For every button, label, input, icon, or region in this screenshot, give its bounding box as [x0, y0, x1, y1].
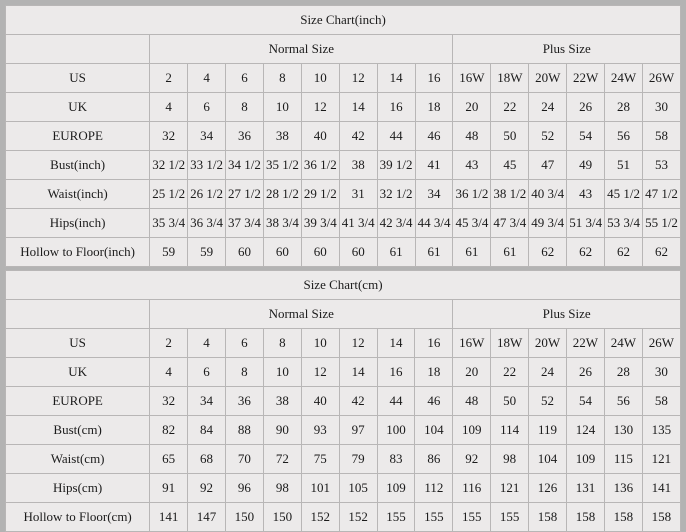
cell: 16 — [415, 64, 453, 93]
cell: 60 — [339, 238, 377, 267]
table-title-row — [6, 6, 681, 35]
cell: 40 — [301, 122, 339, 151]
cell: 101 — [301, 474, 339, 503]
cell: 46 — [415, 387, 453, 416]
cell: 51 3/4 — [567, 209, 605, 238]
cell: 14 — [377, 64, 415, 93]
cell: 105 — [339, 474, 377, 503]
cell: 18 — [415, 358, 453, 387]
cell: 152 — [301, 503, 339, 532]
group-plus-size: Plus Size — [453, 35, 681, 64]
cell: 109 — [377, 474, 415, 503]
cell: 116 — [453, 474, 491, 503]
cell: 47 3/4 — [491, 209, 529, 238]
cell: 38 — [339, 151, 377, 180]
cell: 48 — [453, 122, 491, 151]
cell: 24W — [604, 329, 642, 358]
cell: 32 — [150, 387, 188, 416]
cell: 91 — [150, 474, 188, 503]
cell: 55 1/2 — [643, 209, 681, 238]
cell: 61 — [491, 238, 529, 267]
cell: 39 1/2 — [377, 151, 415, 180]
cell: 14 — [339, 93, 377, 122]
cell: 25 1/2 — [150, 180, 188, 209]
row-label: US — [6, 64, 150, 93]
cell: 60 — [226, 238, 264, 267]
cell: 32 1/2 — [377, 180, 415, 209]
cell: 109 — [453, 416, 491, 445]
cell: 115 — [604, 445, 642, 474]
cell: 56 — [605, 122, 643, 151]
cell: 104 — [415, 416, 453, 445]
cell: 53 3/4 — [605, 209, 643, 238]
cell: 158 — [604, 503, 642, 532]
group-plus-size: Plus Size — [453, 300, 681, 329]
cell: 12 — [301, 358, 339, 387]
cell: 38 3/4 — [263, 209, 301, 238]
cell: 53 — [643, 151, 681, 180]
cell: 136 — [604, 474, 642, 503]
table-group-row — [6, 300, 681, 329]
cell: 131 — [567, 474, 605, 503]
cell: 6 — [225, 329, 263, 358]
cell: 42 — [339, 122, 377, 151]
row-label: Hollow to Floor(cm) — [6, 503, 150, 532]
row-label: Hips(inch) — [6, 209, 150, 238]
cell: 54 — [567, 387, 605, 416]
cell: 141 — [150, 503, 188, 532]
cell: 18 — [415, 93, 453, 122]
table-row — [6, 238, 681, 267]
group-normal-size: Normal Size — [150, 35, 453, 64]
cell: 38 1/2 — [491, 180, 529, 209]
table-row — [6, 329, 681, 358]
row-label: Hollow to Floor(inch) — [6, 238, 150, 267]
cell: 8 — [263, 329, 301, 358]
cell: 155 — [491, 503, 529, 532]
cell: 24 — [529, 93, 567, 122]
cell: 61 — [377, 238, 415, 267]
cell: 97 — [339, 416, 377, 445]
row-label: US — [6, 329, 150, 358]
cell: 45 3/4 — [453, 209, 491, 238]
cell: 20W — [529, 329, 567, 358]
table-title-row — [6, 271, 681, 300]
cell: 43 — [567, 180, 605, 209]
cell: 41 3/4 — [339, 209, 377, 238]
cell: 44 — [377, 387, 415, 416]
cell: 36 1/2 — [453, 180, 491, 209]
cell: 83 — [377, 445, 415, 474]
cell: 12 — [339, 329, 377, 358]
cell: 45 — [491, 151, 529, 180]
cell: 4 — [188, 64, 226, 93]
cell: 36 — [226, 122, 264, 151]
cell: 90 — [263, 416, 301, 445]
table-row — [6, 358, 681, 387]
cell: 26 — [567, 358, 605, 387]
cell: 6 — [188, 93, 226, 122]
cell: 52 — [529, 122, 567, 151]
cell: 60 — [301, 238, 339, 267]
cell: 58 — [642, 387, 680, 416]
row-label: Waist(inch) — [6, 180, 150, 209]
cell: 27 1/2 — [226, 180, 264, 209]
row-label: EUROPE — [6, 387, 150, 416]
group-empty — [6, 300, 150, 329]
cell: 92 — [453, 445, 491, 474]
cell: 4 — [188, 329, 226, 358]
cell: 38 — [263, 387, 301, 416]
cell: 152 — [339, 503, 377, 532]
cell: 18W — [491, 64, 529, 93]
cell: 42 3/4 — [377, 209, 415, 238]
cell: 26W — [643, 64, 681, 93]
table-row — [6, 416, 681, 445]
cell: 38 — [263, 122, 301, 151]
cell: 2 — [150, 64, 188, 93]
cell: 22W — [567, 329, 605, 358]
cell: 65 — [150, 445, 188, 474]
cell: 61 — [415, 238, 453, 267]
cell: 135 — [642, 416, 680, 445]
cell: 20 — [453, 358, 491, 387]
cell: 124 — [567, 416, 605, 445]
group-empty — [6, 35, 150, 64]
cell: 34 — [188, 122, 226, 151]
cell: 20W — [529, 64, 567, 93]
table-row — [6, 474, 681, 503]
table-row — [6, 122, 681, 151]
cell: 36 — [225, 387, 263, 416]
cell: 34 — [415, 180, 453, 209]
cell: 70 — [225, 445, 263, 474]
cell: 16W — [453, 329, 491, 358]
cell: 104 — [529, 445, 567, 474]
cell: 59 — [150, 238, 188, 267]
cell: 44 3/4 — [415, 209, 453, 238]
cell: 52 — [529, 387, 567, 416]
cell: 68 — [188, 445, 226, 474]
cell: 54 — [567, 122, 605, 151]
table-row — [6, 93, 681, 122]
cell: 88 — [225, 416, 263, 445]
cell: 62 — [567, 238, 605, 267]
cell: 28 — [604, 358, 642, 387]
cell: 41 — [415, 151, 453, 180]
cell: 32 — [150, 122, 188, 151]
cell: 4 — [150, 358, 188, 387]
cell: 56 — [604, 387, 642, 416]
cell: 6 — [188, 358, 226, 387]
table-row — [6, 180, 681, 209]
cell: 84 — [188, 416, 226, 445]
cell: 45 1/2 — [605, 180, 643, 209]
cell: 62 — [529, 238, 567, 267]
cell: 155 — [377, 503, 415, 532]
cell: 28 — [605, 93, 643, 122]
cell: 8 — [226, 93, 264, 122]
chart-title: Size Chart(cm) — [6, 271, 681, 300]
cell: 10 — [301, 329, 339, 358]
cell: 33 1/2 — [188, 151, 226, 180]
row-label: UK — [6, 358, 150, 387]
table-row — [6, 387, 681, 416]
cell: 12 — [339, 64, 377, 93]
cell: 16 — [377, 358, 415, 387]
cell: 8 — [263, 64, 301, 93]
cell: 82 — [150, 416, 188, 445]
cell: 44 — [377, 122, 415, 151]
cell: 32 1/2 — [150, 151, 188, 180]
cell: 58 — [643, 122, 681, 151]
cell: 35 3/4 — [150, 209, 188, 238]
cell: 141 — [642, 474, 680, 503]
table-row — [6, 209, 681, 238]
cell: 6 — [226, 64, 264, 93]
size-chart-inch — [5, 5, 681, 267]
cell: 47 — [529, 151, 567, 180]
table-row — [6, 503, 681, 532]
cell: 79 — [339, 445, 377, 474]
cell: 155 — [415, 503, 453, 532]
cell: 59 — [188, 238, 226, 267]
cell: 48 — [453, 387, 491, 416]
cell: 100 — [377, 416, 415, 445]
chart-title: Size Chart(inch) — [6, 6, 681, 35]
cell: 31 — [339, 180, 377, 209]
cell: 158 — [642, 503, 680, 532]
cell: 150 — [225, 503, 263, 532]
cell: 98 — [491, 445, 529, 474]
cell: 50 — [491, 387, 529, 416]
group-normal-size: Normal Size — [150, 300, 453, 329]
cell: 49 — [567, 151, 605, 180]
cell: 10 — [301, 64, 339, 93]
size-chart-cm — [5, 270, 681, 532]
cell: 22W — [567, 64, 605, 93]
row-label: UK — [6, 93, 150, 122]
cell: 40 — [301, 387, 339, 416]
cell: 16 — [415, 329, 453, 358]
row-label: Bust(cm) — [6, 416, 150, 445]
cell: 16W — [453, 64, 491, 93]
cell: 14 — [377, 329, 415, 358]
cell: 22 — [491, 358, 529, 387]
size-table-inch — [5, 5, 681, 267]
cell: 126 — [529, 474, 567, 503]
cell: 147 — [188, 503, 226, 532]
cell: 93 — [301, 416, 339, 445]
cell: 62 — [643, 238, 681, 267]
cell: 130 — [604, 416, 642, 445]
cell: 2 — [150, 329, 188, 358]
row-label: Hips(cm) — [6, 474, 150, 503]
cell: 36 3/4 — [188, 209, 226, 238]
row-label: Bust(inch) — [6, 151, 150, 180]
cell: 26 — [567, 93, 605, 122]
cell: 4 — [150, 93, 188, 122]
cell: 109 — [567, 445, 605, 474]
cell: 50 — [491, 122, 529, 151]
cell: 18W — [491, 329, 529, 358]
cell: 46 — [415, 122, 453, 151]
cell: 14 — [339, 358, 377, 387]
row-label: EUROPE — [6, 122, 150, 151]
cell: 24W — [605, 64, 643, 93]
cell: 121 — [491, 474, 529, 503]
cell: 158 — [529, 503, 567, 532]
cell: 34 — [188, 387, 226, 416]
table-group-row — [6, 35, 681, 64]
cell: 43 — [453, 151, 491, 180]
cell: 42 — [339, 387, 377, 416]
size-table-cm — [5, 270, 681, 532]
cell: 121 — [642, 445, 680, 474]
cell: 16 — [377, 93, 415, 122]
table-row — [6, 64, 681, 93]
cell: 155 — [453, 503, 491, 532]
cell: 37 3/4 — [226, 209, 264, 238]
cell: 96 — [225, 474, 263, 503]
cell: 39 3/4 — [301, 209, 339, 238]
cell: 158 — [567, 503, 605, 532]
cell: 34 1/2 — [226, 151, 264, 180]
cell: 20 — [453, 93, 491, 122]
table-row — [6, 151, 681, 180]
cell: 60 — [263, 238, 301, 267]
cell: 35 1/2 — [263, 151, 301, 180]
row-label: Waist(cm) — [6, 445, 150, 474]
cell: 86 — [415, 445, 453, 474]
cell: 28 1/2 — [263, 180, 301, 209]
cell: 30 — [643, 93, 681, 122]
cell: 10 — [263, 93, 301, 122]
cell: 24 — [529, 358, 567, 387]
cell: 22 — [491, 93, 529, 122]
cell: 114 — [491, 416, 529, 445]
cell: 30 — [642, 358, 680, 387]
cell: 8 — [225, 358, 263, 387]
cell: 75 — [301, 445, 339, 474]
cell: 150 — [263, 503, 301, 532]
cell: 29 1/2 — [301, 180, 339, 209]
cell: 51 — [605, 151, 643, 180]
cell: 26 1/2 — [188, 180, 226, 209]
cell: 112 — [415, 474, 453, 503]
cell: 36 1/2 — [301, 151, 339, 180]
cell: 72 — [263, 445, 301, 474]
cell: 40 3/4 — [529, 180, 567, 209]
cell: 98 — [263, 474, 301, 503]
cell: 119 — [529, 416, 567, 445]
cell: 26W — [642, 329, 680, 358]
cell: 62 — [605, 238, 643, 267]
table-row — [6, 445, 681, 474]
cell: 61 — [453, 238, 491, 267]
cell: 49 3/4 — [529, 209, 567, 238]
cell: 47 1/2 — [643, 180, 681, 209]
cell: 12 — [301, 93, 339, 122]
cell: 92 — [188, 474, 226, 503]
cell: 10 — [263, 358, 301, 387]
